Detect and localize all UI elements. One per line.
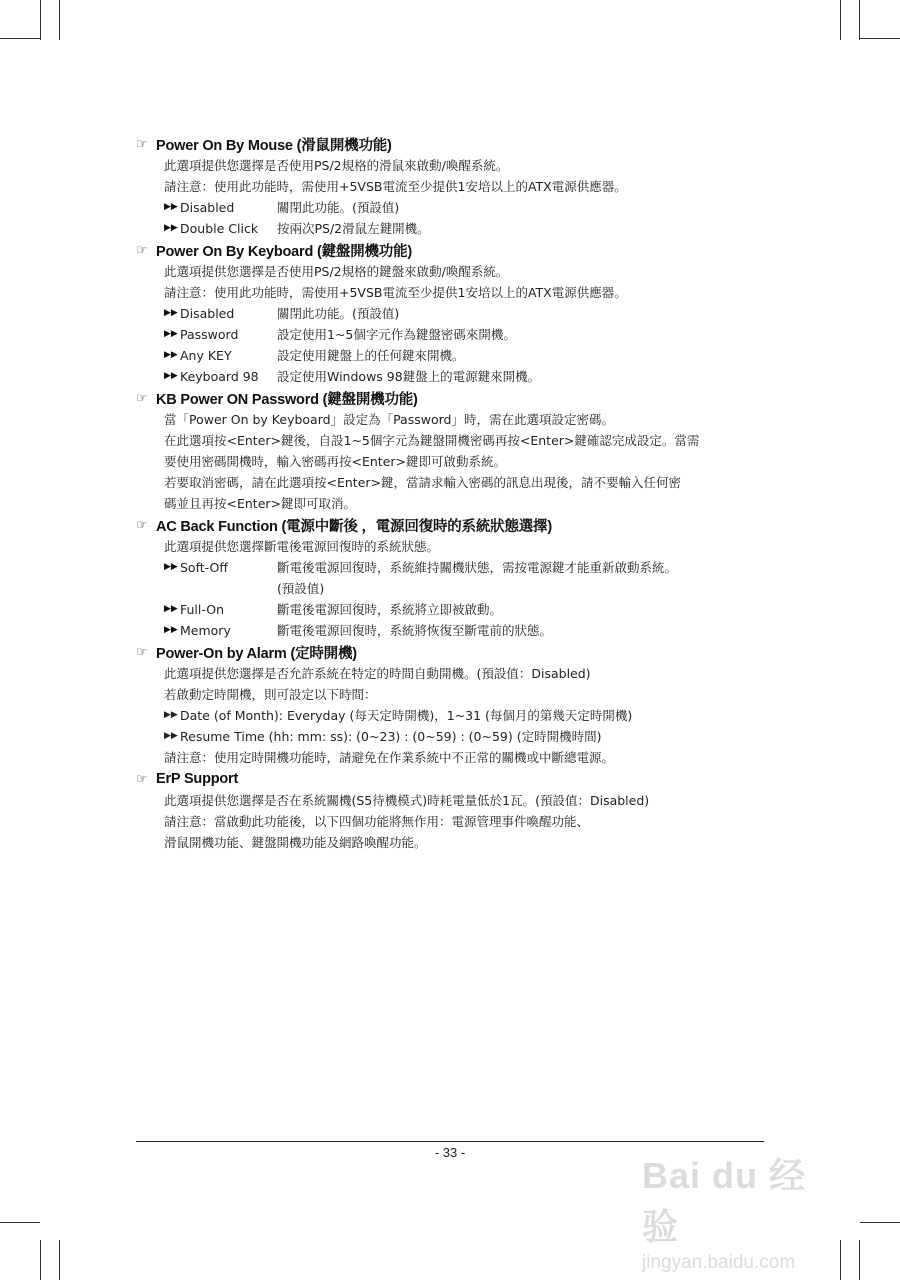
- pointing-hand-icon: ☞: [136, 136, 148, 151]
- section-ac-back-function: [136, 514, 766, 641]
- option-row: [136, 218, 766, 239]
- pointing-hand-icon: ☞: [136, 390, 148, 405]
- paragraph-line: 滑鼠開機功能、鍵盤開機功能及網路喚醒功能。: [164, 835, 427, 850]
- option-name: Memory: [180, 623, 231, 638]
- section-title: Power-On by Alarm (定時開機): [156, 645, 357, 662]
- paragraph-line: 此選項提供您選擇斷電後電源回復時的系統狀態。: [164, 539, 440, 554]
- crop-mark: [0, 38, 40, 39]
- option-desc: 關閉此功能。(預設值): [277, 306, 400, 321]
- option-row: [136, 620, 766, 641]
- paragraph-line: 在此選項按<Enter>鍵後，自設1~5個字元為鍵盤開機密碼再按<Enter>鍵確認完成設定。當需: [164, 433, 700, 448]
- paragraph-line: 此選項提供您選擇是否在系統關機(S5待機模式)時耗電量低於1瓦。(預設值：Disabled): [164, 793, 650, 808]
- option-name: Any KEY: [180, 348, 232, 363]
- crop-mark: [59, 0, 60, 40]
- double-arrow-icon: ▶▶: [164, 350, 178, 360]
- bullet-text: Date (of Month): Everyday (每天定時開機)，1~31 (每個月的第幾天定時開機): [180, 708, 633, 723]
- paragraph-line: 此選項提供您選擇是否使用PS/2規格的滑鼠來啟動/喚醒系統。: [164, 158, 509, 173]
- section-title: Power On By Mouse (滑鼠開機功能): [156, 137, 392, 154]
- option-desc: 斷電後電源回復時，系統將恢復至斷電前的狀態。: [277, 623, 553, 638]
- paragraph-line: 請注意：使用定時開機功能時，請避免在作業系統中不正常的關機或中斷總電源。: [164, 750, 615, 765]
- option-desc: 設定使用Windows 98鍵盤上的電源鍵來開機。: [277, 369, 541, 384]
- paragraph-line: 請注意：使用此功能時，需使用+5VSB電流至少提供1安培以上的ATX電源供應器。: [164, 179, 627, 194]
- pointing-hand-icon: ☞: [136, 771, 148, 786]
- option-row: [136, 557, 766, 578]
- crop-mark: [40, 1240, 41, 1280]
- section-title: ErP Support: [156, 771, 239, 787]
- paragraph-line: 若要取消密碼，請在此選項按<Enter>鍵，當請求輸入密碼的訊息出現後，請不要輸入任何密: [164, 475, 681, 490]
- watermark: [642, 1148, 842, 1273]
- option-desc: 關閉此功能。(預設值): [277, 200, 400, 215]
- paragraph-line: 若啟動定時開機，則可設定以下時間：: [164, 687, 377, 702]
- section-power-on-by-alarm: [136, 641, 766, 768]
- section-title: KB Power ON Password (鍵盤開機功能): [156, 391, 418, 408]
- crop-mark: [859, 0, 860, 40]
- option-row: [136, 303, 766, 324]
- paragraph-line: 請注意：當啟動此功能後，以下四個功能將無作用：電源管理事件喚醒功能、: [164, 814, 590, 829]
- double-arrow-icon: ▶▶: [164, 329, 178, 339]
- paragraph-line: 此選項提供您選擇是否使用PS/2規格的鍵盤來啟動/喚醒系統。: [164, 264, 509, 279]
- crop-mark: [59, 1240, 60, 1280]
- double-arrow-icon: ▶▶: [164, 308, 178, 318]
- paragraph-line: 此選項提供您選擇是否允許系統在特定的時間自動開機。(預設值：Disabled): [164, 666, 591, 681]
- option-row: [136, 197, 766, 218]
- crop-mark: [40, 0, 41, 40]
- option-row: [136, 599, 766, 620]
- bullet-row: [136, 705, 766, 726]
- option-name: Disabled: [180, 306, 235, 321]
- double-arrow-icon: ▶▶: [164, 562, 178, 572]
- section-power-on-by-mouse: [136, 133, 766, 239]
- option-desc-continued: (預設值): [277, 581, 325, 596]
- option-desc: 斷電後電源回復時，系統維持關機狀態，需按電源鍵才能重新啟動系統。: [277, 560, 678, 575]
- option-row: [136, 324, 766, 345]
- paragraph-line: 要使用密碼開機時，輸入密碼再按<Enter>鍵即可啟動系統。: [164, 454, 506, 469]
- option-desc: 設定使用1~5個字元作為鍵盤密碼來開機。: [277, 327, 516, 342]
- crop-mark: [860, 1222, 900, 1223]
- double-arrow-icon: ▶▶: [164, 371, 178, 381]
- option-name: Keyboard 98: [180, 369, 259, 384]
- double-arrow-icon: ▶▶: [164, 625, 178, 635]
- option-name: Full-On: [180, 602, 224, 617]
- footer-divider: [136, 1141, 764, 1142]
- option-row: [136, 345, 766, 366]
- bullet-row: [136, 726, 766, 747]
- pointing-hand-icon: ☞: [136, 242, 148, 257]
- option-name: Password: [180, 327, 239, 342]
- option-name: Double Click: [180, 221, 259, 236]
- pointing-hand-icon: ☞: [136, 644, 148, 659]
- option-row: [136, 366, 766, 387]
- option-desc: 按兩次PS/2滑鼠左鍵開機。: [277, 221, 430, 236]
- section-erp-support: [136, 768, 766, 853]
- section-title: AC Back Function (電源中斷後 ，電源回復時的系統狀態選擇): [156, 518, 552, 535]
- option-name: Soft-Off: [180, 560, 228, 575]
- crop-mark: [840, 0, 841, 40]
- page-number: - 33 -: [434, 1145, 466, 1160]
- pointing-hand-icon: ☞: [136, 517, 148, 532]
- section-title: Power On By Keyboard (鍵盤開機功能): [156, 243, 413, 260]
- double-arrow-icon: ▶▶: [164, 604, 178, 614]
- crop-mark: [859, 1240, 860, 1280]
- paragraph-line: 當「Power On by Keyboard」設定為「Password」時，需在此選項設定密碼。: [164, 412, 614, 427]
- option-name: Disabled: [180, 200, 235, 215]
- double-arrow-icon: ▶▶: [164, 710, 178, 720]
- double-arrow-icon: ▶▶: [164, 202, 178, 212]
- crop-mark: [860, 38, 900, 39]
- paragraph-line: 碼並且再按<Enter>鍵即可取消。: [164, 496, 356, 511]
- double-arrow-icon: ▶▶: [164, 731, 178, 741]
- watermark-url: jingyan.baidu.com: [642, 1252, 796, 1273]
- document-body: [136, 133, 766, 853]
- section-kb-power-on-password: [136, 387, 766, 514]
- bullet-text: Resume Time (hh: mm: ss): (0~23) : (0~59) : (0~59) (定時開機時間): [180, 729, 602, 744]
- option-desc: 設定使用鍵盤上的任何鍵來開機。: [277, 348, 465, 363]
- paragraph-line: 請注意：使用此功能時，需使用+5VSB電流至少提供1安培以上的ATX電源供應器。: [164, 285, 627, 300]
- double-arrow-icon: ▶▶: [164, 223, 178, 233]
- crop-mark: [0, 1222, 40, 1223]
- watermark-logo: Bai du 经验: [642, 1155, 807, 1247]
- section-power-on-by-keyboard: [136, 239, 766, 387]
- option-desc: 斷電後電源回復時，系統將立即被啟動。: [277, 602, 503, 617]
